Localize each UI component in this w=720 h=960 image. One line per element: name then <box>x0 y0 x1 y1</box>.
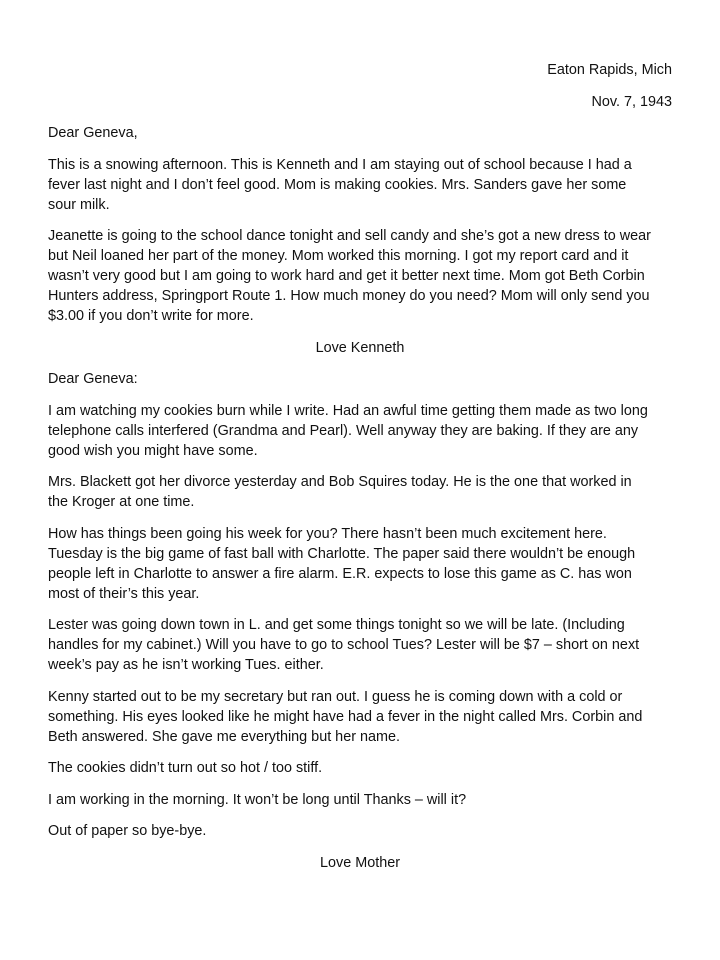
closing: Love Mother <box>320 854 400 871</box>
paragraph <box>48 401 672 461</box>
line: something. His eyes looked like he might have had a fever in the night called Mrs. Corbin and <box>48 708 643 725</box>
line: fever last night and I don’t feel good. Mom is making cookies. Mrs. Sanders gave her some <box>48 176 627 193</box>
line: people left in Charlotte to answer a fire alarm. E.R. expects to lose this game as C. has won <box>48 565 632 582</box>
place: Eaton Rapids, Mich <box>547 62 672 78</box>
line: I am watching my cookies burn while I write. Had an awful time getting them made as two long <box>48 402 648 419</box>
line: $3.00 if you don’t write for more. <box>48 308 254 324</box>
line: the Kroger at one time. <box>48 494 195 510</box>
line: week’s pay as he isn’t working Tues. either. <box>48 657 324 673</box>
line: I am working in the morning. It won’t be long until Thanks – will it? <box>48 791 467 808</box>
line: Tuesday is the big game of fast ball with Charlotte. The paper said there wouldn’t be enough <box>48 545 636 562</box>
paragraph <box>48 821 672 841</box>
salutation: Dear Geneva, <box>48 125 138 141</box>
paragraph <box>48 524 672 604</box>
line: This is a snowing afternoon. This is Kenneth and I am staying out of school because I had a <box>48 156 632 173</box>
line: Jeanette is going to the school dance tonight and sell candy and she’s got a new dress to wear <box>48 228 651 244</box>
closing: Love Kenneth <box>315 339 405 356</box>
line: telephone calls interfered (Grandma and Pearl). Well anyway they are baking. If they are any <box>48 422 639 439</box>
line: How has things been going his week for you? There hasn’t been much excitement here. <box>48 525 607 542</box>
line: sour milk. <box>48 196 110 213</box>
line: Lester was going down town in L. and get some things tonight so we will be late. (Including <box>48 617 625 633</box>
paragraph <box>48 758 672 778</box>
paragraph <box>48 155 672 215</box>
line: Hunters address, Springport Route 1. How much money do you need? Mom will only send you <box>48 288 650 304</box>
line: good wish you might have some. <box>48 442 258 459</box>
letter-page <box>48 60 672 884</box>
date: Nov. 7, 1943 <box>591 93 672 110</box>
paragraph <box>48 615 672 675</box>
line: wasn’t very good but I am going to work hard and get it better next time. Mom got Beth Corbin <box>48 268 645 284</box>
line: but Neil loaned her part of the money. Mom worked this morning. I got my report card and it <box>48 248 629 264</box>
line: Out of paper so bye-bye. <box>48 823 207 839</box>
paragraph <box>48 226 672 326</box>
salutation: Dear Geneva: <box>48 371 138 387</box>
paragraph <box>48 687 672 747</box>
paragraph <box>48 472 672 512</box>
line: The cookies didn’t turn out so hot / too stiff. <box>48 760 323 776</box>
line: most of their’s this year. <box>48 585 200 602</box>
line: handles for my cabinet.) Will you have to go to school Tues? Lester will be $7 – short on next <box>48 637 640 653</box>
paragraph <box>48 790 672 810</box>
line: Kenny started out to be my secretary but ran out. I guess he is coming down with a cold or <box>48 688 623 705</box>
line: Mrs. Blackett got her divorce yesterday and Bob Squires today. He is the one that worked in <box>48 474 632 490</box>
line: Beth answered. She gave me everything but her name. <box>48 728 400 745</box>
